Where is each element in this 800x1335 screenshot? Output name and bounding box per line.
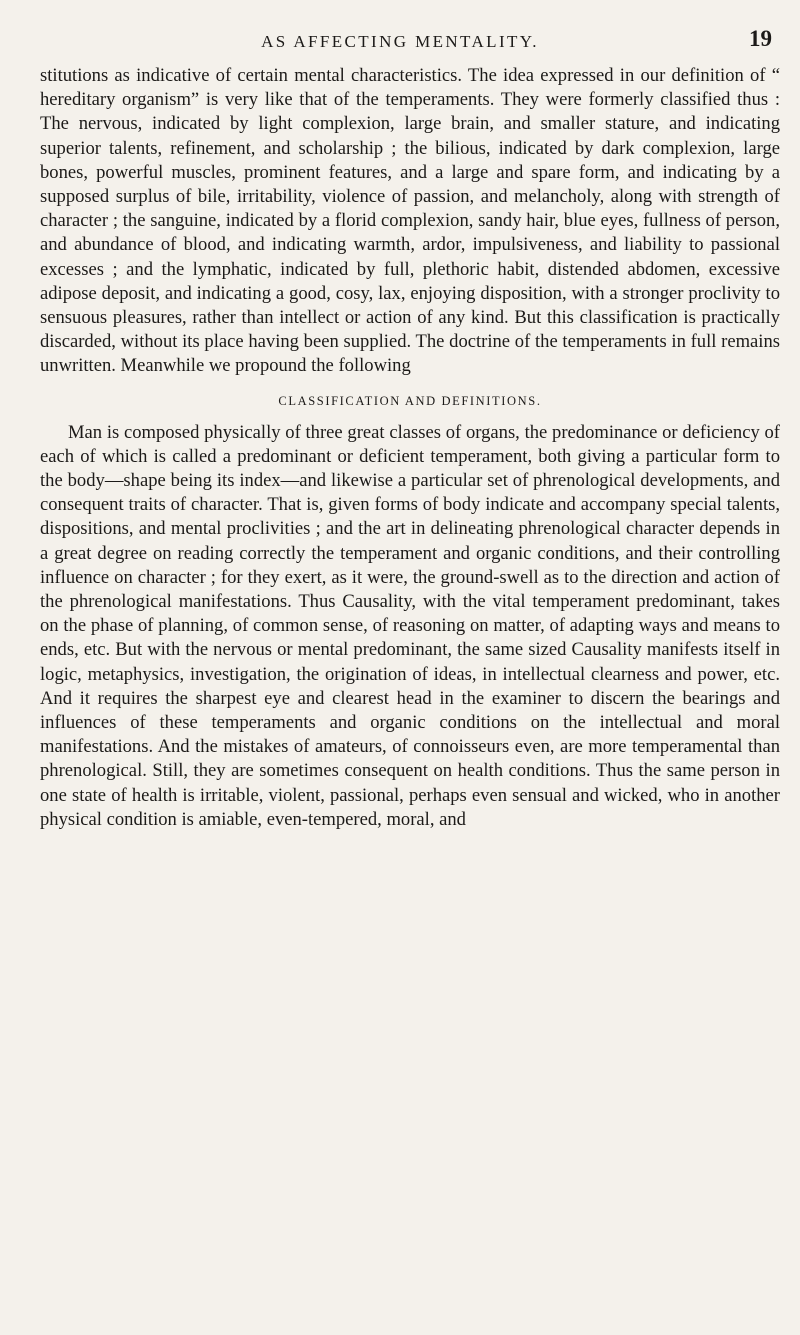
paragraph-classes-of-organs: Man is composed physically of three great classes of organs, the predominance or deficiency of each of which is called a predominant or deficient temperament, both giving a particular form to the body—shape being its index—and likewise a particular set of phrenological developments, and consequent traits of character. That is, given forms of body indicate and accompany special talents, dispositions, and mental proclivities ; and the art in delineating phrenological character depends in a great degree on reading correctly the temperament and organic conditions, and their controlling influence on character ; for they exert, as it were, the ground-swell as to the direction and action of the phrenological manifestations. Thus Causality, with the vital temperament predominant, takes on the phase of planning, of common sense, of reasoning on matter, of adapting ways and means to ends, etc. But with the nervous or mental predominant, the same sized Causality manifests itself in logic, metaphysics, investigation, the origination of ideas, in intellectual clearness and power, etc. And it requires the sharpest eye and clearest head in the examiner to discern the bearings and influences of these temperaments and organic conditions on the intellectual and moral manifestations. And the mistakes of amateurs, of connoisseurs even, are more temperamental than phrenological. Still, they are sometimes consequent on health conditions. Thus the same person in one state of health is irritable, violent, passional, perhaps even sensual and wicked, who in another physical condition is amiable, even-tempered, moral, and [40,421,780,830]
running-header [0,26,800,60]
body-text [40,64,780,832]
page-number: 19 [749,26,772,51]
paragraph-temperaments-classification: stitutions as indicative of certain mental characteristics. The idea expressed in our definition of “ hereditary organism” is very like that of the temperaments. They were formerly classified thus : The nervous, indicated by light complexion, large brain, and smaller stature, and indicating superior talents, refinement, and scholarship ; the bilious, indicated by dark complexion, large bones, powerful muscles, prominent features, and a large and spare form, and indicating by a supposed surplus of bile, irritability, violence of passion, and melancholy, along with strength of character ; the sanguine, indicated by a florid complexion, sandy hair, blue eyes, fullness of person, and abundance of blood, and indicating warmth, ardor, impulsiveness, and liability to passional excesses ; and the lymphatic, indicated by full, plethoric habit, distended abdomen, excessive adipose deposit, and indicating a good, cosy, lax, enjoying disposition, with a stronger proclivity to sensuous pleasures, rather than intellect or action of any kind. But this classification is practically discarded, without its place having been supplied. The doctrine of the temperaments in full remains unwritten. Meanwhile we propound the following [40,65,780,377]
running-title: AS AFFECTING MENTALITY. [261,32,539,51]
section-heading: CLASSIFICATION AND DEFINITIONS. [278,393,542,408]
